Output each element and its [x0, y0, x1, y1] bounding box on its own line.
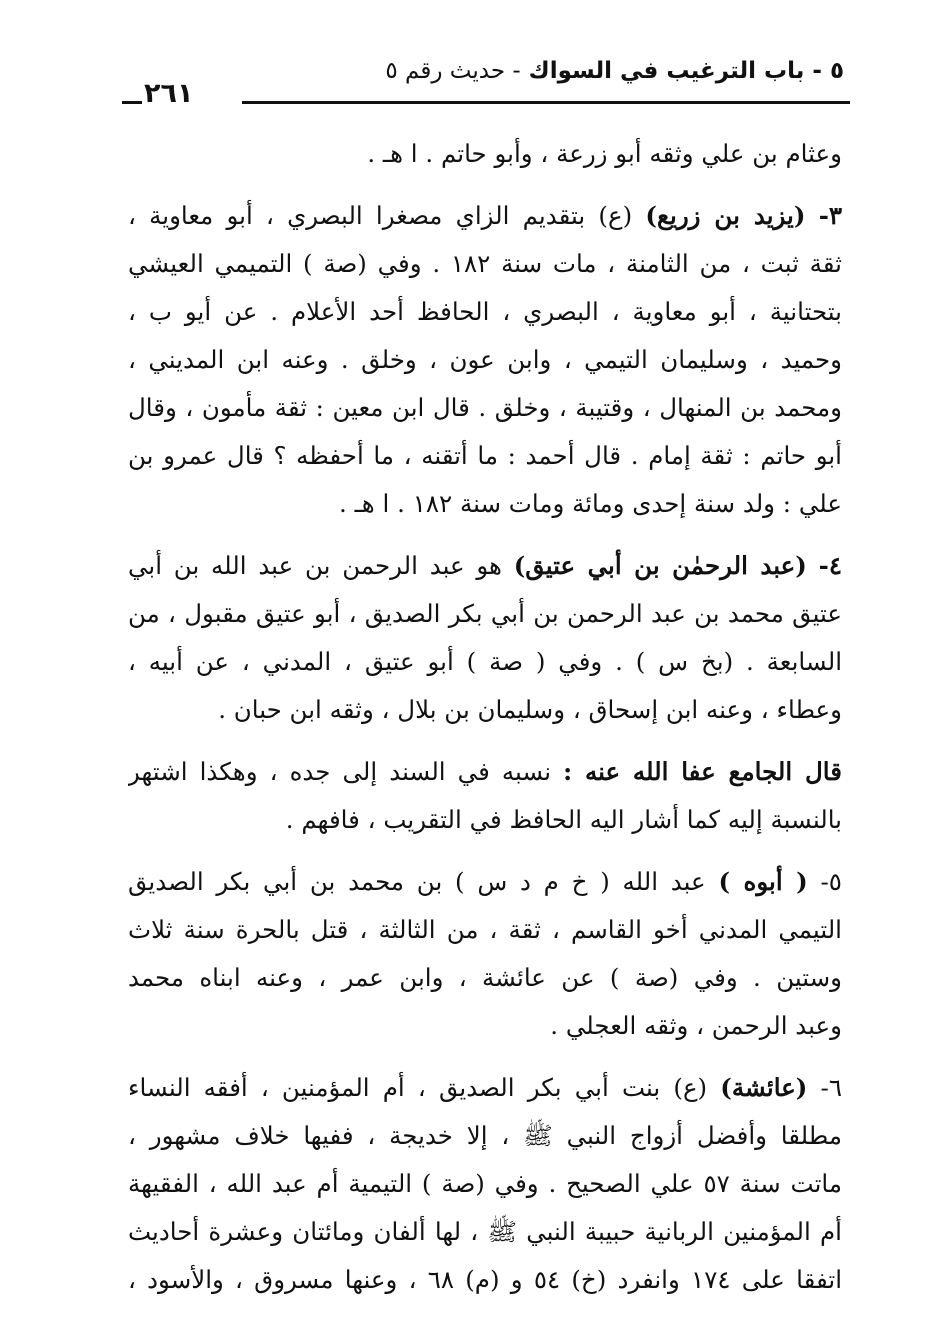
text-fragment: (ع) بتقديم الزاي مصغرا البصري ، أبو معاوية ، — [128, 201, 633, 230]
text-line: ثقة ثبت ، من الثامنة ، مات سنة ١٨٢ . وفي (صة ) التميمي العيشي — [128, 249, 842, 278]
text-line — [128, 192, 842, 240]
text-line: وعثام بن علي وثقه أبو زرعة ، وأبو حاتم . ا هـ . — [367, 139, 842, 168]
text-line: أبو حاتم : ثقة إمام . قال أحمد : ما أتقنه ، ما أحفظه ؟ قال عمرو بن — [128, 441, 842, 470]
text-line — [128, 542, 842, 590]
note-lead: قال الجامع عفا الله عنه : — [563, 757, 842, 786]
page-number: ٢٦١ — [144, 78, 194, 109]
text-line: وعطاء ، وعنه ابن إسحاق ، وسليمان بن بلال ، وثقه ابن حبان . — [218, 695, 842, 724]
entry-number: ٦- — [820, 1073, 842, 1102]
text-line: وحميد ، وسليمان التيمي ، وابن عون ، وخلق . وعنه ابن المديني ، — [128, 345, 842, 374]
text-line: مطلقا وأفضل أزواج النبي ﷺ ، إلا خديجة ، ففيها خلاف مشهور ، — [128, 1121, 842, 1150]
paragraph-narrator-4 — [128, 542, 842, 734]
header-rule — [242, 101, 850, 104]
entry-number: ٤- — [818, 551, 842, 580]
text-line: وستين . وفي (صة ) عن عائشة ، وابن عمر ، وعنه ابناه محمد — [128, 963, 842, 992]
paragraph-narrator-6 — [128, 1064, 842, 1304]
entry-number: ٥- — [820, 867, 842, 896]
running-title — [385, 58, 844, 84]
paragraph-compiler-note — [128, 748, 842, 844]
hadith-label: - حديث رقم ٥ — [385, 58, 521, 84]
text-line: السابعة . (بخ س ) . وفي ( صة ) أبو عتيق ، المدني ، عن أبيه ، — [128, 647, 842, 676]
text-line: علي : ولد سنة إحدى ومائة ومات سنة ١٨٢ . ا هـ . — [339, 489, 842, 518]
paragraph-narrator-5 — [128, 858, 842, 1050]
text-line: ماتت سنة ٥٧ علي الصحيح . وفي (صة ) التيمية أم عبد الله ، الفقيهة — [128, 1169, 842, 1198]
page-header — [122, 56, 850, 112]
narrator-name: ( أبوه ) — [718, 867, 808, 896]
text-fragment: (ع) بنت أبي بكر الصديق ، أم المؤمنين ، أفقه النساء — [128, 1073, 708, 1102]
text-line: التيمي المدني أخو القاسم ، ثقة ، من الثالثة ، قتل بالحرة سنة ثلاث — [128, 915, 842, 944]
text-line: عتيق محمد بن عبد الرحمن بن أبي بكر الصديق ، أبو عتيق مقبول ، من — [128, 599, 842, 628]
paragraph-1 — [128, 130, 842, 178]
text-line: اتفقا على ١٧٤ وانفرد (خ) ٥٤ و (م) ٦٨ ، وعنها مسروق ، والأسود ، — [128, 1265, 842, 1294]
narrator-name: (عبد الرحمٰن بن أبي عتيق) — [513, 551, 807, 580]
text-line: أم المؤمنين الربانية حبيبة النبي ﷺ ، لها ألفان ومائتان وعشرة أحاديث — [128, 1217, 842, 1246]
narrator-name: (يزيد بن زريع) — [645, 201, 806, 230]
text-fragment: عبد الله ( خ م د س ) بن محمد بن أبي بكر الصديق — [128, 867, 706, 896]
text-fragment: نسبه في السند إلى جده ، وهكذا اشتهر — [128, 757, 552, 786]
text-line — [128, 748, 842, 796]
text-line: وعبد الرحمن ، وثقه العجلي . — [550, 1011, 842, 1040]
text-line — [128, 858, 842, 906]
entry-number: ٣- — [818, 201, 842, 230]
text-line: بتحتانية ، أبو معاوية ، البصري ، الحافظ أحد الأعلام . عن أيو ب ، — [128, 297, 842, 326]
header-rule-left — [122, 101, 142, 104]
main-text — [128, 130, 842, 1318]
chapter-title: ٥ - باب الترغيب في السواك — [528, 58, 844, 84]
narrator-name: (عائشة) — [720, 1073, 808, 1102]
text-line: بالنسبة إليه كما أشار اليه الحافظ في التقريب ، فافهم . — [285, 805, 842, 834]
text-line — [128, 1064, 842, 1112]
text-line: ومحمد بن المنهال ، وقتيبة ، وخلق . قال ابن معين : ثقة مأمون ، وقال — [128, 393, 842, 422]
paragraph-narrator-3 — [128, 192, 842, 528]
text-fragment: هو عبد الرحمن بن عبد الله بن أبي — [128, 551, 502, 580]
